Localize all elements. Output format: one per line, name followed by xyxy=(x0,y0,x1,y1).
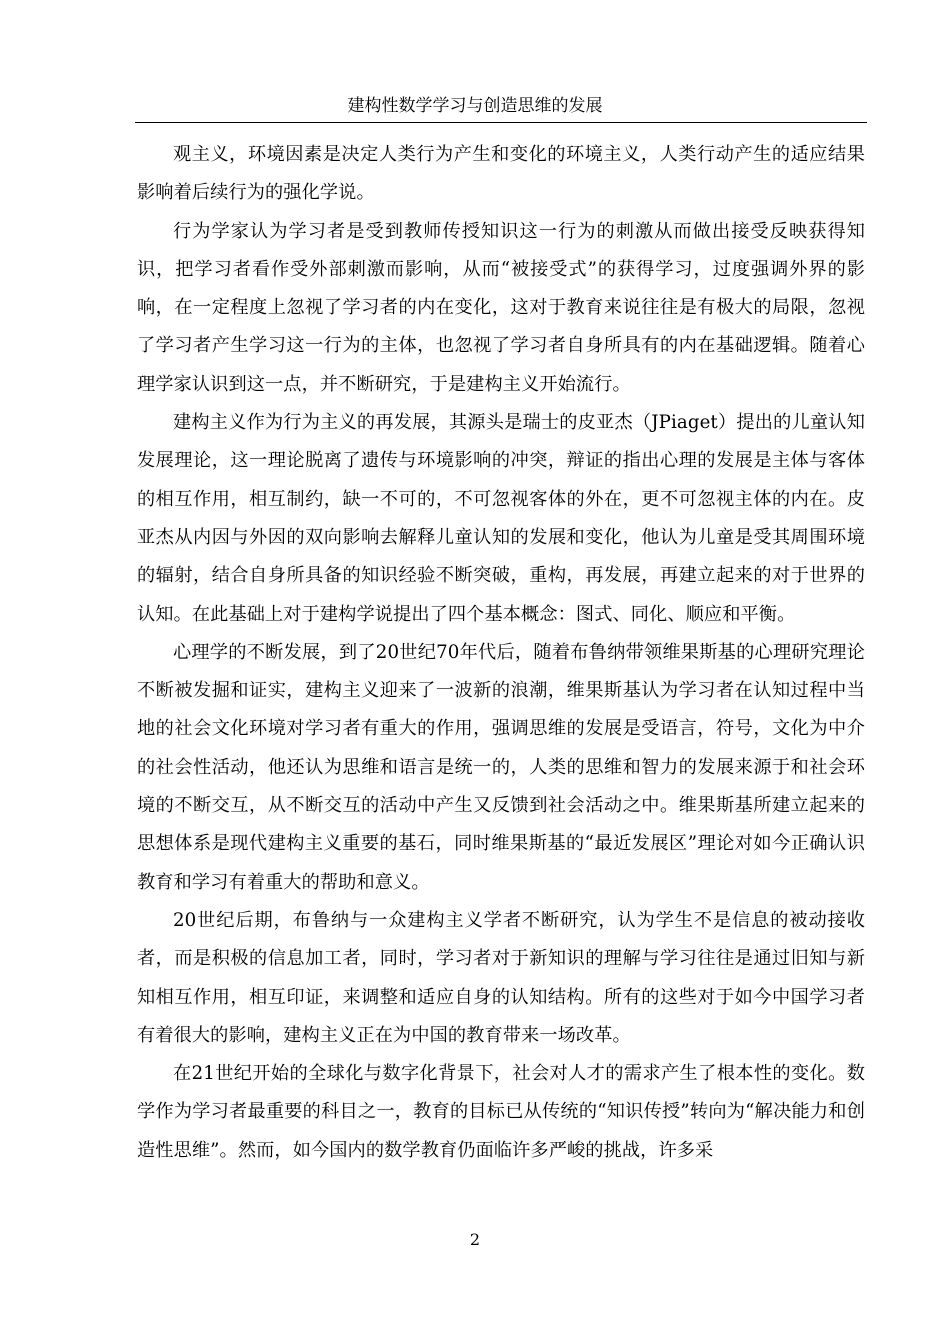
paragraph: 观主义，环境因素是决定人类行为产生和变化的环境主义，人类行动产生的适应结果影响着后续行为的强化学说。 xyxy=(137,144,865,204)
paragraph: 在21世纪开始的全球化与数字化背景下，社会对人才的需求产生了根本性的变化。数学作为学习者最重要的科目之一，教育的目标已从传统的“知识传授”转向为“解决能力和创造性思维”。然而，如今国内的数学教育仍面临许多严峻的挑战，许多采 xyxy=(137,1063,865,1161)
page-number: 2 xyxy=(469,1230,481,1249)
paragraph: 20世纪后期，布鲁纳与一众建构主义学者不断研究，认为学生不是信息的被动接收者，而是积极的信息加工者，同时，学习者对于新知识的理解与学习往往是通过旧知与新知相互作用，相互印证，来调整和适应自身的认知结构。所有的这些对于如今中国学习者有着很大的影响，建构主义正在为中国的教育带来一场改革。 xyxy=(137,909,865,1046)
paragraph: 心理学的不断发展，到了20世纪70年代后，随着布鲁纳带领维果斯基的心理研究理论不断被发掘和证实，建构主义迎来了一波新的浪潮，维果斯基认为学习者在认知过程中当地的社会文化环境对学习者有重大的作用，强调思维的发展是受语言，符号，文化为中介的社会性活动，他还认为思维和语言是统一的，人类的思维和智力的发展来源于和社会环境的不断交互，从不断交互的活动中产生又反馈到社会活动之中。维果斯基所建立起来的思想体系是现代建构主义重要的基石，同时维果斯基的“最近发展区”理论对如今正确认识教育和学习有着重大的帮助和意义。 xyxy=(137,641,865,893)
header-divider xyxy=(135,122,867,123)
running-header-title: 建构性数学学习与创造思维的发展 xyxy=(347,96,603,116)
paragraph: 建构主义作为行为主义的再发展，其源头是瑞士的皮亚杰（JPiaget）提出的儿童认知发展理论，这一理论脱离了遗传与环境影响的冲突，辩证的指出心理的发展是主体与客体的相互作用，相互制约，缺一不可的，不可忽视客体的外在，更不可忽视主体的内在。皮亚杰从内因与外因的双向影响去解释儿童认知的发展和变化，他认为儿童是受其周围环境的辐射，结合自身所具备的知识经验不断突破，重构，再发展，再建立起来的对于世界的认知。在此基础上对于建构学说提出了四个基本概念：图式、同化、顺应和平衡。 xyxy=(137,412,865,625)
paragraph: 行为学家认为学习者是受到教师传授知识这一行为的刺激从而做出接受反映获得知识，把学习者看作受外部刺激而影响，从而“被接受式”的获得学习，过度强调外界的影响，在一定程度上忽视了学习者的内在变化，这对于教育来说往往是有极大的局限，忽视了学习者产生学习这一行为的主体，也忽视了学习者自身所具有的内在基础逻辑。随着心理学家认识到这一点，并不断研究，于是建构主义开始流行。 xyxy=(137,220,865,395)
body-text xyxy=(137,136,865,1170)
